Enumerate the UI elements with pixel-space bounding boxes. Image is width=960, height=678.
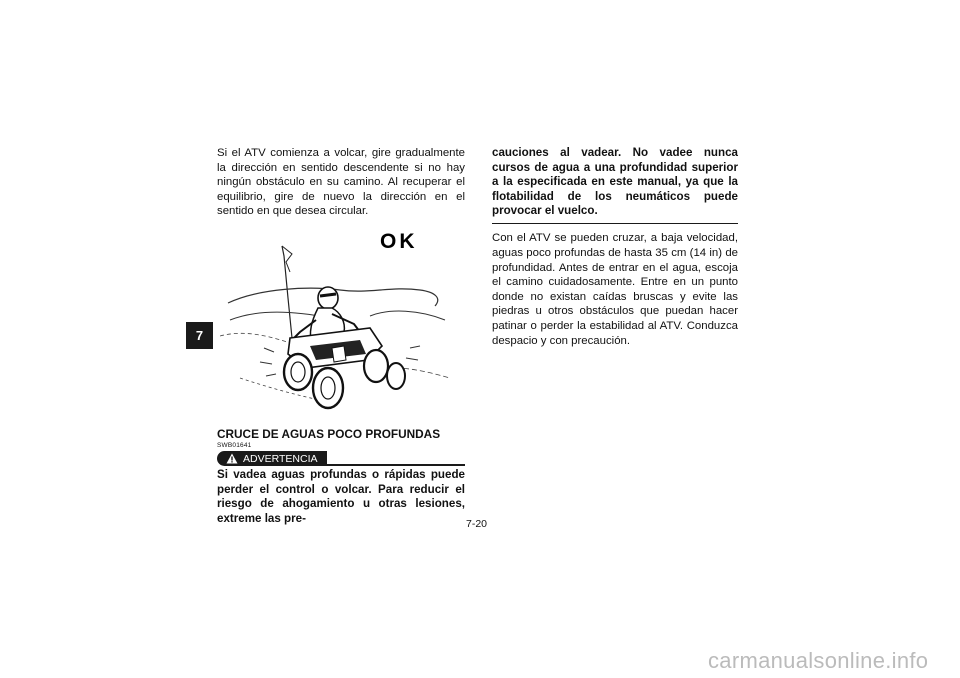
warning-text-left: Si vadea aguas profundas o rápidas puede perder el control o volcar. Para reducir el riesgo de ahogamiento u otras lesiones, extreme las pre- (217, 468, 465, 525)
warning-text-left-container (217, 468, 465, 526)
section-title: CRUCE DE AGUAS POCO PROFUNDAS (217, 427, 441, 441)
warning-end-rule (492, 223, 738, 225)
chapter-tab (186, 322, 213, 349)
left-column (217, 146, 465, 219)
warning-rule (327, 464, 465, 466)
intro-paragraph: Si el ATV comienza a volcar, gire gradualmente la dirección en sentido descendente si no hay ningún obstáculo en su camino. Al recuperar el equilibrio, gire de nuevo la dirección en el sentido en que desea circular. (217, 147, 465, 218)
warning-label: ADVERTENCIA (243, 452, 318, 465)
atv-rider-illustration (220, 228, 460, 418)
watermark: carmanualsonline.info (708, 648, 929, 673)
chapter-number: 7 (195, 328, 204, 343)
warning-badge (217, 451, 327, 466)
page-number: 7-20 (466, 518, 488, 530)
body-paragraph: Con el ATV se pueden cruzar, a baja velocidad, aguas poco profundas de hasta 35 cm (14 in) de profundidad. Antes de entrar en el agua, escoja el camino cuidadosamente. Entre en un punto donde no existan caídas bruscas y evite las piedras u otros obstáculos que puedan hacer patinar o perder la estabilidad al ATV. Conduzca despacio y con precaución. (492, 232, 738, 347)
section-code: SWB01641 (217, 442, 252, 449)
right-column (492, 146, 738, 348)
ok-label: OK (380, 230, 418, 253)
warning-triangle-icon (226, 453, 238, 464)
warning-header (217, 451, 465, 467)
warning-text-right: cauciones al vadear. No vadee nunca cursos de agua a una profundidad superior a la especificada en este manual, ya que la flotabilidad de los neumáticos puede provocar el vuelco. (492, 146, 738, 218)
